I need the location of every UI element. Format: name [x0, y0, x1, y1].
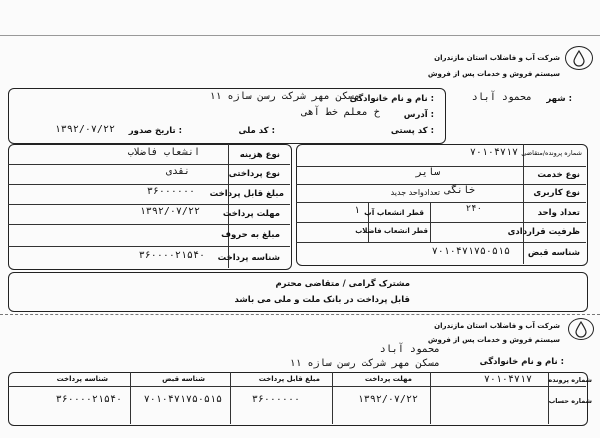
service-type-value: سایر	[415, 167, 440, 178]
amount-value: ۳۶۰۰۰۰۰۰	[146, 186, 195, 197]
company-logo	[565, 46, 593, 70]
unit-count-label: تعداد واحد	[537, 208, 580, 218]
national-code-label: کد ملی :	[238, 126, 275, 136]
contract-capacity-label: ظرفیت قراردادی	[507, 227, 580, 237]
payment-type-label: نوع پرداختی	[228, 169, 280, 179]
address-label: آدرس :	[403, 110, 434, 120]
usage-type-value: خانگی	[444, 185, 475, 196]
file-number-value: ۷۰۱۰۴۷۱۷	[469, 147, 518, 158]
row-divider	[8, 184, 290, 185]
notice-box	[8, 272, 588, 312]
scan-edge-line	[0, 35, 600, 36]
row-divider	[296, 184, 586, 185]
row-divider	[296, 202, 586, 203]
issue-date-value: ۱۳۹۲/۰۷/۲۲	[54, 124, 115, 135]
water-drop-icon	[566, 47, 592, 69]
col-divider	[430, 202, 431, 242]
row-divider	[8, 246, 290, 247]
stub-account-number-label: شماره حساب	[548, 397, 592, 405]
amount-words-label: مبلغ به حروف	[221, 230, 280, 240]
bill-id-value: ۷۰۱۰۴۷۱۷۵۰۵۱۵	[431, 246, 510, 257]
stub-amount-label: مبلغ قابل پرداخت	[258, 375, 320, 383]
stub-file-number-label: شماره پرونده	[548, 376, 592, 384]
file-number-label: شماره پرونده/متقاضی	[521, 149, 582, 157]
notice-line-1: مشترک گرامی / متقاضی محترم	[275, 279, 410, 289]
col-divider	[230, 372, 231, 424]
stub-water-drop-icon	[569, 319, 593, 339]
col-divider	[228, 144, 229, 268]
deadline-label: مهلت پرداخت	[222, 209, 280, 219]
row-divider	[8, 164, 290, 165]
bill-id-label: شناسه قبض	[527, 248, 580, 258]
postal-code-label: کد پستی :	[390, 126, 434, 136]
payment-id-value: ۳۶۰۰۰۰۲۱۵۴۰	[138, 250, 205, 261]
stub-name-value: مسکن مهر شرکت رسن سازه ۱۱	[289, 358, 440, 369]
stub-payment-id-label: شناسه پرداخت	[56, 375, 108, 383]
city-label: شهر :	[546, 94, 572, 104]
amount-label: مبلغ قابل پرداخت	[209, 189, 284, 199]
cut-line	[0, 314, 600, 315]
customer-name-value: مسکن مهر شرکت رسن سازه ۱۱	[209, 91, 360, 102]
col-divider	[332, 372, 333, 424]
customer-name-label: نام و نام خانوادگی :	[349, 94, 434, 104]
service-type-label: نوع خدمت	[537, 170, 580, 180]
row-divider	[8, 224, 290, 225]
row-divider	[296, 222, 586, 223]
stub-system-name: سیستم فروش و خدمات پس از فروش	[427, 336, 560, 344]
unit-count-value: ۲۴۰	[465, 204, 482, 214]
sewage-branch-label: قطر انشعاب فاضلاب	[355, 227, 428, 235]
stub-file-number-value: ۷۰۱۰۴۷۱۷	[483, 374, 532, 385]
water-branch-label: قطر انشعاب آب	[364, 208, 424, 217]
col-divider	[430, 372, 431, 424]
payment-id-label: شناسه پرداخت	[217, 253, 280, 263]
fee-type-label: نوع هزینه	[239, 150, 280, 160]
company-name: شرکت آب و فاضلاب استان مازندران	[434, 54, 560, 62]
fee-type-value: انشعاب فاضلاب	[127, 147, 200, 158]
stub-payment-id-value: ۳۶۰۰۰۰۲۱۵۴۰	[55, 394, 122, 405]
system-name: سیستم فروش و خدمات پس از فروش	[427, 70, 560, 78]
stub-company-name: شرکت آب و فاضلاب استان مازندران	[434, 322, 560, 330]
stub-deadline-value: ۱۳۹۲/۰۷/۲۲	[357, 394, 418, 405]
stub-company-logo	[568, 318, 594, 340]
payment-type-value: نقدی	[165, 166, 190, 177]
city-value: محمود آباد	[471, 92, 532, 103]
stub-amount-value: ۳۶۰۰۰۰۰۰	[251, 394, 300, 405]
notice-line-2: قابل پرداخت در بانک ملت و ملی می باشد	[234, 295, 410, 305]
deadline-value: ۱۳۹۲/۰۷/۲۲	[139, 206, 200, 217]
issue-date-label: تاریخ صدور :	[128, 126, 182, 136]
stub-city-value: محمود آباد	[379, 344, 440, 355]
stub-bill-id-label: شناسه قبض	[162, 375, 205, 383]
stub-bill-id-value: ۷۰۱۰۴۷۱۷۵۰۵۱۵	[143, 394, 222, 405]
stub-name-label: نام و نام خانوادگی :	[479, 357, 564, 367]
usage-type-label: نوع کاربری	[533, 188, 580, 198]
new-units-label: تعدادواحد جدید	[390, 188, 440, 197]
row-divider	[8, 386, 586, 387]
row-divider	[296, 242, 586, 243]
col-divider	[130, 372, 131, 424]
row-divider	[296, 166, 586, 167]
water-branch-value: ۱	[353, 205, 360, 216]
stub-deadline-label: مهلت پرداخت	[364, 375, 412, 383]
address-value: خ معلم خط آهی	[301, 107, 380, 118]
col-divider	[523, 144, 524, 264]
row-divider	[8, 204, 290, 205]
